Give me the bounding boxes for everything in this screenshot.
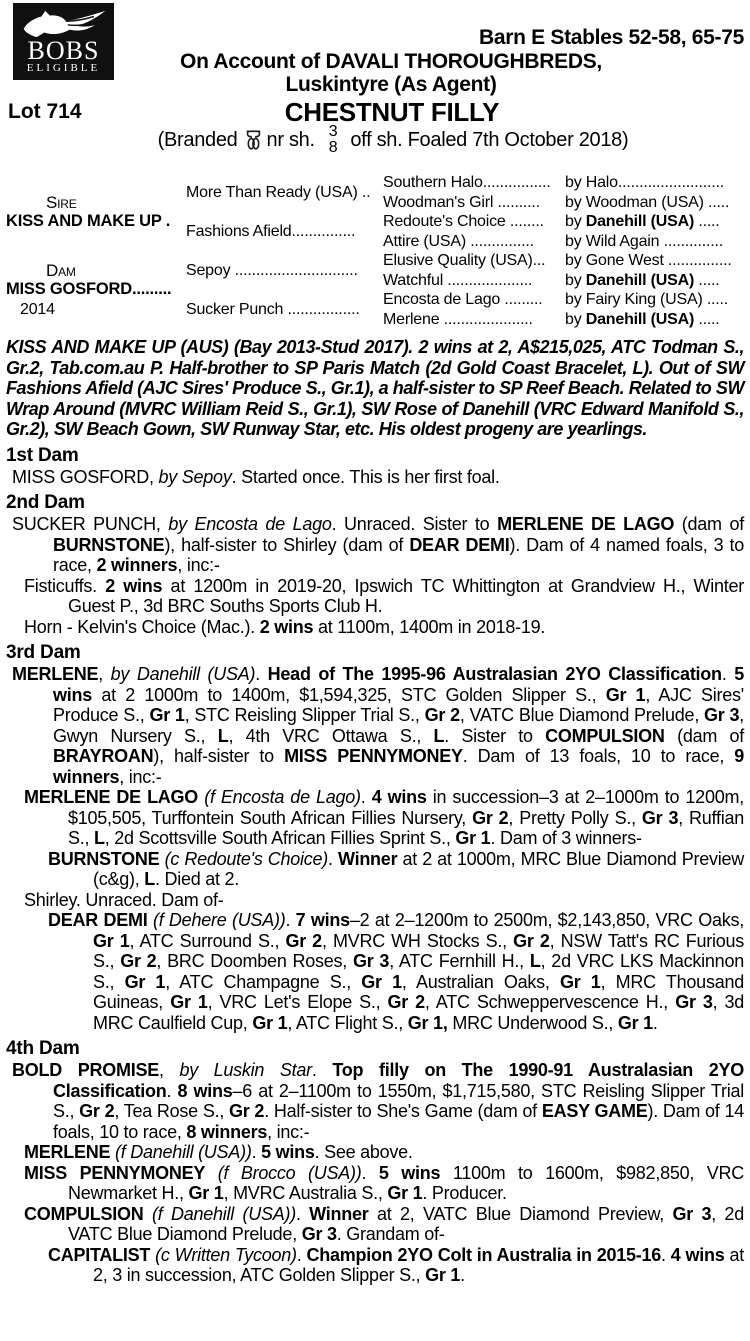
grandancestor-name: Merlene ..................... bbox=[383, 310, 533, 328]
ancestor-dam-of-sire: Fashions Afield............... bbox=[186, 222, 356, 240]
section-heading-2nd-dam: 2nd Dam bbox=[6, 492, 85, 513]
dam-section-4 bbox=[6, 1038, 744, 1286]
grandancestor-sire: by Fairy King (USA) ..... bbox=[565, 291, 729, 308]
grandancestor-sire: by Gone West ............... bbox=[565, 252, 732, 269]
brand-fraction bbox=[329, 124, 338, 156]
grandancestor-sire: by Danehill (USA) ..... bbox=[565, 213, 720, 230]
brand-fraction-top: 3 bbox=[328, 123, 338, 140]
progeny-entry: COMPULSION (f Danehill (USA)). Winner at 2, VATC Blue Diamond Preview, Gr 3, 2d VATC Blue Diamond Prelude, Gr 3. Grandam of- bbox=[24, 1203, 744, 1244]
grandancestor-sire: by Woodman (USA) ..... bbox=[565, 193, 730, 211]
ancestor-sire-of-sire: More Than Ready (USA) .. bbox=[186, 183, 371, 201]
dam-label: Dam bbox=[46, 260, 76, 280]
grandancestor-sire: by Wild Again .............. bbox=[565, 232, 724, 250]
dam-entry: BOLD PROMISE, by Luskin Star. Top filly on The 1990-91 Australasian 2YO Classification. 8 wins–6 at 2–1100m to 1550m, $1,715,580, STC Reisling Slipper Trial S., Gr 2, Tea Rose S., Gr 2. Half-sister to She's Game (dam of EASY GAME). Dam of 14 foals, 10 to race, 8 winners, inc:- bbox=[12, 1060, 744, 1142]
progeny-entry: MERLENE DE LAGO (f Encosta de Lago). 4 wins in succession–3 at 2–1000m to 1200m, $105,505, Turffontein South African Fillies Nursery, Gr 2, Pretty Polly S., Gr 3, Ruffian S., L, 2d Scottsville South African Fillies Sprint S., Gr 1. Dam of 3 winners- bbox=[24, 787, 744, 848]
logo-text-bobs: BOBS bbox=[27, 36, 100, 65]
account-line-1: On Account of DAVALI THOROUGHBREDS, bbox=[180, 50, 602, 73]
pedigree-table bbox=[6, 173, 744, 329]
brand-fraction-bottom: 8 bbox=[328, 139, 338, 156]
grandancestor-name: Watchful .................... bbox=[383, 271, 533, 289]
progeny-entry: MISS PENNYMONEY (f Brocco (USA)). 5 wins 1100m to 1600m, $982,850, VRC Newmarket H., Gr 1, MVRC Australia S., Gr 1. Producer. bbox=[24, 1162, 744, 1203]
progeny-entry: MERLENE (f Danehill (USA)). 5 wins. See above. bbox=[24, 1142, 413, 1162]
section-heading-4th-dam: 4th Dam bbox=[6, 1038, 80, 1059]
account-line-2: Luskintyre (As Agent) bbox=[285, 73, 497, 96]
progeny-entry: DEAR DEMI (f Dehere (USA)). 7 wins–2 at 2–1200m to 2500m, $2,143,850, VRC Oaks, Gr 1, ATC Surround S., Gr 2, MVRC WH Stocks S., Gr 2, NSW Tatt's RC Furious S., Gr 2, BRC Doomben Roses, Gr 3, ATC Fernhill H., L, 2d VRC LKS Mackinnon S., Gr 1, ATC Champagne S., Gr 1, Australian Oaks, Gr 1, MRC Thousand Guineas, Gr 1, VRC Let's Elope S., Gr 2, ATC Schweppervescence H., Gr 3, 3d MRC Caulfield Cup, Gr 1, ATC Flight S., Gr 1, MRC Underwood S., Gr 1. bbox=[48, 910, 745, 1033]
grandancestor-name: Attire (USA) ............... bbox=[383, 232, 534, 250]
dam-section-2 bbox=[6, 492, 744, 637]
sire-label: Sire bbox=[46, 192, 77, 212]
dam-block bbox=[6, 251, 186, 329]
sire-block bbox=[6, 173, 186, 251]
dam-name: MISS GOSFORD......... bbox=[6, 280, 172, 299]
branded-line bbox=[24, 124, 750, 156]
section-heading-3rd-dam: 3rd Dam bbox=[6, 642, 81, 663]
ancestor-dam-of-dam: Sucker Punch ................. bbox=[186, 300, 360, 318]
progeny-entry: Shirley. Unraced. Dam of- bbox=[24, 889, 224, 910]
dam-year: 2014 bbox=[20, 300, 55, 318]
branded-prefix: (Branded bbox=[157, 128, 238, 151]
branded-near-shoulder: nr sh. bbox=[266, 128, 315, 151]
sire-summary-paragraph: KISS AND MAKE UP (AUS) (Bay 2013-Stud 2017). 2 wins at 2, A$215,025, ATC Todman S., Gr.2, Tab.com.au P. Half-brother to SP Paris Match (2d Gold Coast Bracelet, L). Out of SW Fashions Afield (AJC Sires' Produce S., Gr.1), a half-sister to SP Reef Beach. Related to SW Wrap Around (MVRC William Reid S., Gr.1), SW Rose of Danehill (VRC Edward Manifold S., Gr.2), SW Beach Gown, SW Runway Star, etc. His oldest progeny are yearlings. bbox=[6, 337, 744, 439]
progeny-entry: Fisticuffs. 2 wins at 1200m in 2019-20, Ipswich TC Whittington at Grandview H., Winter Guest P., 3d BRC Souths Sports Club H. bbox=[24, 575, 745, 616]
sire-name: KISS AND MAKE UP . bbox=[6, 212, 171, 230]
branded-suffix: off sh. Foaled 7th October 2018) bbox=[350, 128, 629, 151]
dam-section-3 bbox=[6, 642, 744, 1033]
page-header bbox=[6, 0, 744, 170]
progeny-entry: Horn - Kelvin's Choice (Mac.). 2 wins at 1100m, 1400m in 2018-19. bbox=[24, 616, 546, 637]
barn-location: Barn E Stables 52-58, 65-75 bbox=[478, 26, 744, 49]
grandancestor-name: Redoute's Choice ........ bbox=[383, 213, 544, 230]
dam-entry: MERLENE, by Danehill (USA). Head of The 1995-96 Australasian 2YO Classification. 5 wins at 2 1000m to 1400m, $1,594,325, STC Golden Slipper S., Gr 1, AJC Sires' Produce S., Gr 1, STC Reisling Slipper Trial S., Gr 2, VATC Blue Diamond Prelude, Gr 3, Gwyn Nursery S., L, 4th VRC Ottawa S., L. Sister to COMPULSION (dam of BRAYROAN), half-sister to MISS PENNYMONEY. Dam of 13 foals, 10 to race, 9 winners, inc:- bbox=[12, 664, 744, 787]
page-title: CHESTNUT FILLY bbox=[284, 97, 500, 127]
account-block bbox=[6, 50, 744, 96]
ancestor-sire-of-dam: Sepoy ............................. bbox=[186, 261, 358, 279]
progeny-entry: CAPITALIST (c Written Tycoon). Champion 2YO Colt in Australia in 2015-16. 4 wins at 2, 3 in succession, ATC Golden Slipper S., Gr 1. bbox=[48, 1244, 744, 1285]
lot-number: Lot 714 bbox=[8, 100, 82, 123]
grandancestor-sire: by Danehill (USA) ..... bbox=[565, 310, 720, 328]
dam-section-1 bbox=[6, 445, 744, 488]
progeny-entry: BURNSTONE (c Redoute's Choice). Winner at 2 at 1000m, MRC Blue Diamond Preview (c&g), L. Died at 2. bbox=[48, 848, 744, 889]
section-heading-1st-dam: 1st Dam bbox=[6, 444, 79, 466]
dam-entry: MISS GOSFORD, by Sepoy. Started once. This is her first foal. bbox=[12, 466, 500, 487]
grandancestor-name: Woodman's Girl .......... bbox=[383, 193, 540, 211]
grandancestor-name: Elusive Quality (USA)... bbox=[383, 252, 546, 269]
brand-mark-icon bbox=[245, 129, 262, 152]
grandancestor-name: Southern Halo................ bbox=[383, 174, 551, 191]
grandancestor-name: Encosta de Lago ......... bbox=[383, 291, 543, 308]
grandancestor-sire: by Halo......................... bbox=[565, 174, 724, 191]
dam-entry: SUCKER PUNCH, by Encosta de Lago. Unraced. Sister to MERLENE DE LAGO (dam of BURNSTONE), half-sister to Shirley (dam of DEAR DEMI). Dam of 4 named foals, 3 to race, 2 winners, inc:- bbox=[12, 514, 744, 575]
grandancestor-sire: by Danehill (USA) ..... bbox=[565, 271, 720, 289]
logo-text-eligible: ELIGIBLE bbox=[26, 62, 101, 74]
